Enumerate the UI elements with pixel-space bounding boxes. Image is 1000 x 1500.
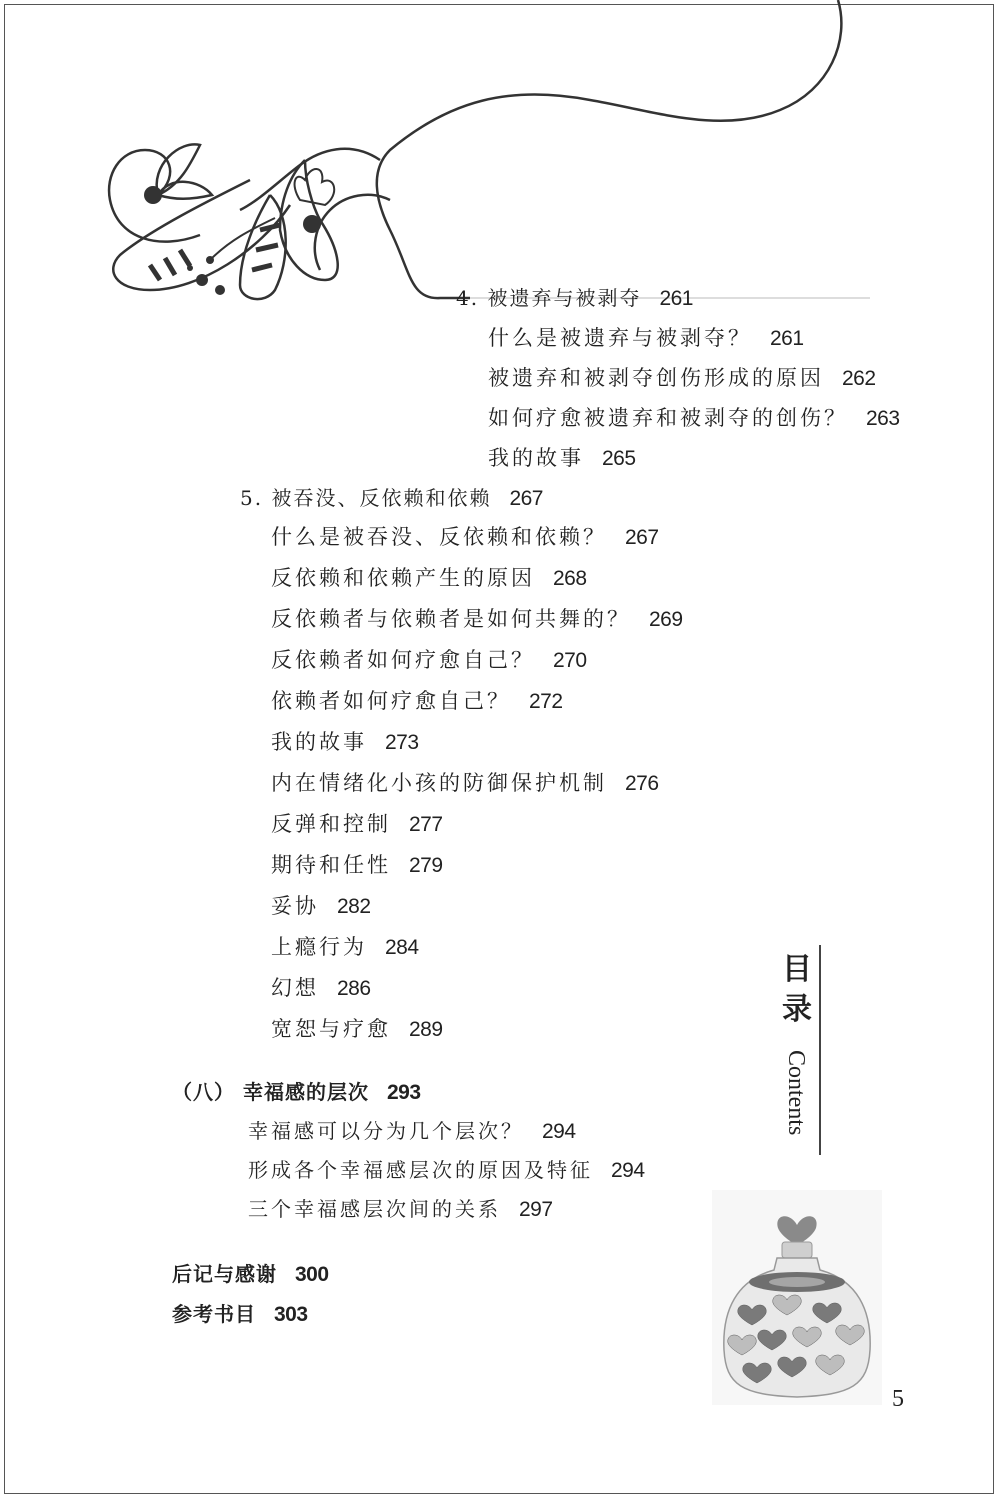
toc-title: 内在情绪化小孩的防御保护机制	[271, 771, 607, 795]
toc-item[interactable]	[271, 808, 443, 838]
toc-page: 293	[386, 1081, 421, 1104]
toc-page: 297	[519, 1198, 553, 1221]
toc-references[interactable]	[172, 1298, 308, 1327]
side-title-char: 录	[782, 992, 812, 1027]
toc-title: 什么是被吞没、反依赖和依赖？	[271, 525, 607, 549]
toc-title: 参考书目	[172, 1302, 256, 1326]
toc-page: 276	[625, 772, 659, 795]
toc-page: 265	[602, 447, 636, 470]
toc-page: 263	[866, 407, 900, 430]
toc-title: 期待和任性	[271, 853, 391, 877]
side-title-en	[781, 1050, 811, 1160]
toc-title: 宽恕与疗愈	[271, 1017, 391, 1041]
toc-title: 幻想	[271, 976, 319, 1000]
toc-page: 267	[509, 487, 543, 510]
toc-page: 267	[625, 526, 659, 549]
toc-title: 形成各个幸福感层次的原因及特征	[248, 1158, 593, 1182]
toc-title: 妥协	[271, 894, 319, 918]
page-number: 5	[892, 1386, 904, 1412]
toc-title: 5. 被吞没、反依赖和依赖	[240, 486, 492, 510]
toc-title: 反弹和控制	[271, 812, 391, 836]
toc-item[interactable]	[271, 726, 419, 756]
toc-title: （八） 幸福感的层次	[172, 1080, 369, 1104]
toc-page: 284	[385, 936, 419, 959]
toc-title: 什么是被遗弃与被剥夺？	[488, 326, 752, 350]
toc-title: 4. 被遗弃与被剥夺	[456, 286, 642, 310]
toc-page: 268	[553, 567, 587, 590]
toc-page: 286	[337, 977, 371, 1000]
toc-item[interactable]	[248, 1193, 553, 1222]
side-title-cn	[782, 950, 812, 1030]
toc-page: 272	[529, 690, 563, 713]
toc-item[interactable]	[271, 890, 371, 920]
toc-item[interactable]	[488, 402, 900, 432]
toc-page: 261	[770, 327, 804, 350]
side-title-char: 目	[782, 952, 812, 987]
toc-item[interactable]	[271, 685, 563, 715]
toc-title: 三个幸福感层次间的关系	[248, 1197, 501, 1221]
toc-page: 269	[649, 608, 683, 631]
toc-page: 294	[611, 1159, 645, 1182]
toc-item[interactable]	[271, 521, 659, 551]
toc-page: 277	[409, 813, 443, 836]
toc-page: 279	[409, 854, 443, 877]
toc-title: 被遗弃和被剥夺创伤形成的原因	[488, 366, 824, 390]
toc-item[interactable]	[271, 767, 659, 797]
floral-ornament	[90, 0, 870, 310]
toc-item[interactable]	[248, 1154, 645, 1183]
toc-item[interactable]	[271, 644, 587, 674]
side-title-en-text: Contents	[783, 1050, 809, 1136]
toc-page: 303	[274, 1303, 308, 1326]
toc-page: 282	[337, 895, 371, 918]
toc-afterword[interactable]	[172, 1258, 329, 1287]
toc-page: 289	[409, 1018, 443, 1041]
toc-page: 262	[842, 367, 876, 390]
toc-item[interactable]	[488, 442, 636, 472]
toc-section-4[interactable]	[456, 282, 693, 311]
toc-item[interactable]	[271, 972, 371, 1002]
toc-title: 依赖者如何疗愈自己？	[271, 689, 511, 713]
toc-page: 261	[659, 287, 693, 310]
toc-title: 幸福感可以分为几个层次？	[248, 1119, 524, 1143]
toc-title: 我的故事	[271, 730, 367, 754]
toc-title: 反依赖者与依赖者是如何共舞的？	[271, 607, 631, 631]
side-divider	[819, 945, 821, 1155]
heart-jar-illustration	[712, 1190, 882, 1405]
toc-item[interactable]	[271, 1013, 443, 1043]
toc-item[interactable]	[271, 849, 443, 879]
toc-title: 我的故事	[488, 446, 584, 470]
toc-title: 后记与感谢	[172, 1262, 277, 1286]
toc-item[interactable]	[488, 362, 876, 392]
toc-title: 上瘾行为	[271, 935, 367, 959]
toc-section-5[interactable]	[240, 482, 543, 511]
toc-page: 270	[553, 649, 587, 672]
toc-item[interactable]	[488, 322, 804, 352]
toc-title: 反依赖和依赖产生的原因	[271, 566, 535, 590]
toc-page: 300	[295, 1263, 329, 1286]
toc-item[interactable]	[271, 931, 419, 961]
toc-chapter-8[interactable]	[172, 1076, 421, 1105]
toc-page: 294	[542, 1120, 576, 1143]
toc-title: 反依赖者如何疗愈自己？	[271, 648, 535, 672]
toc-title: 如何疗愈被遗弃和被剥夺的创伤？	[488, 406, 848, 430]
toc-item[interactable]	[271, 603, 683, 633]
toc-page: 273	[385, 731, 419, 754]
toc-item[interactable]	[271, 562, 587, 592]
toc-item[interactable]	[248, 1115, 576, 1144]
